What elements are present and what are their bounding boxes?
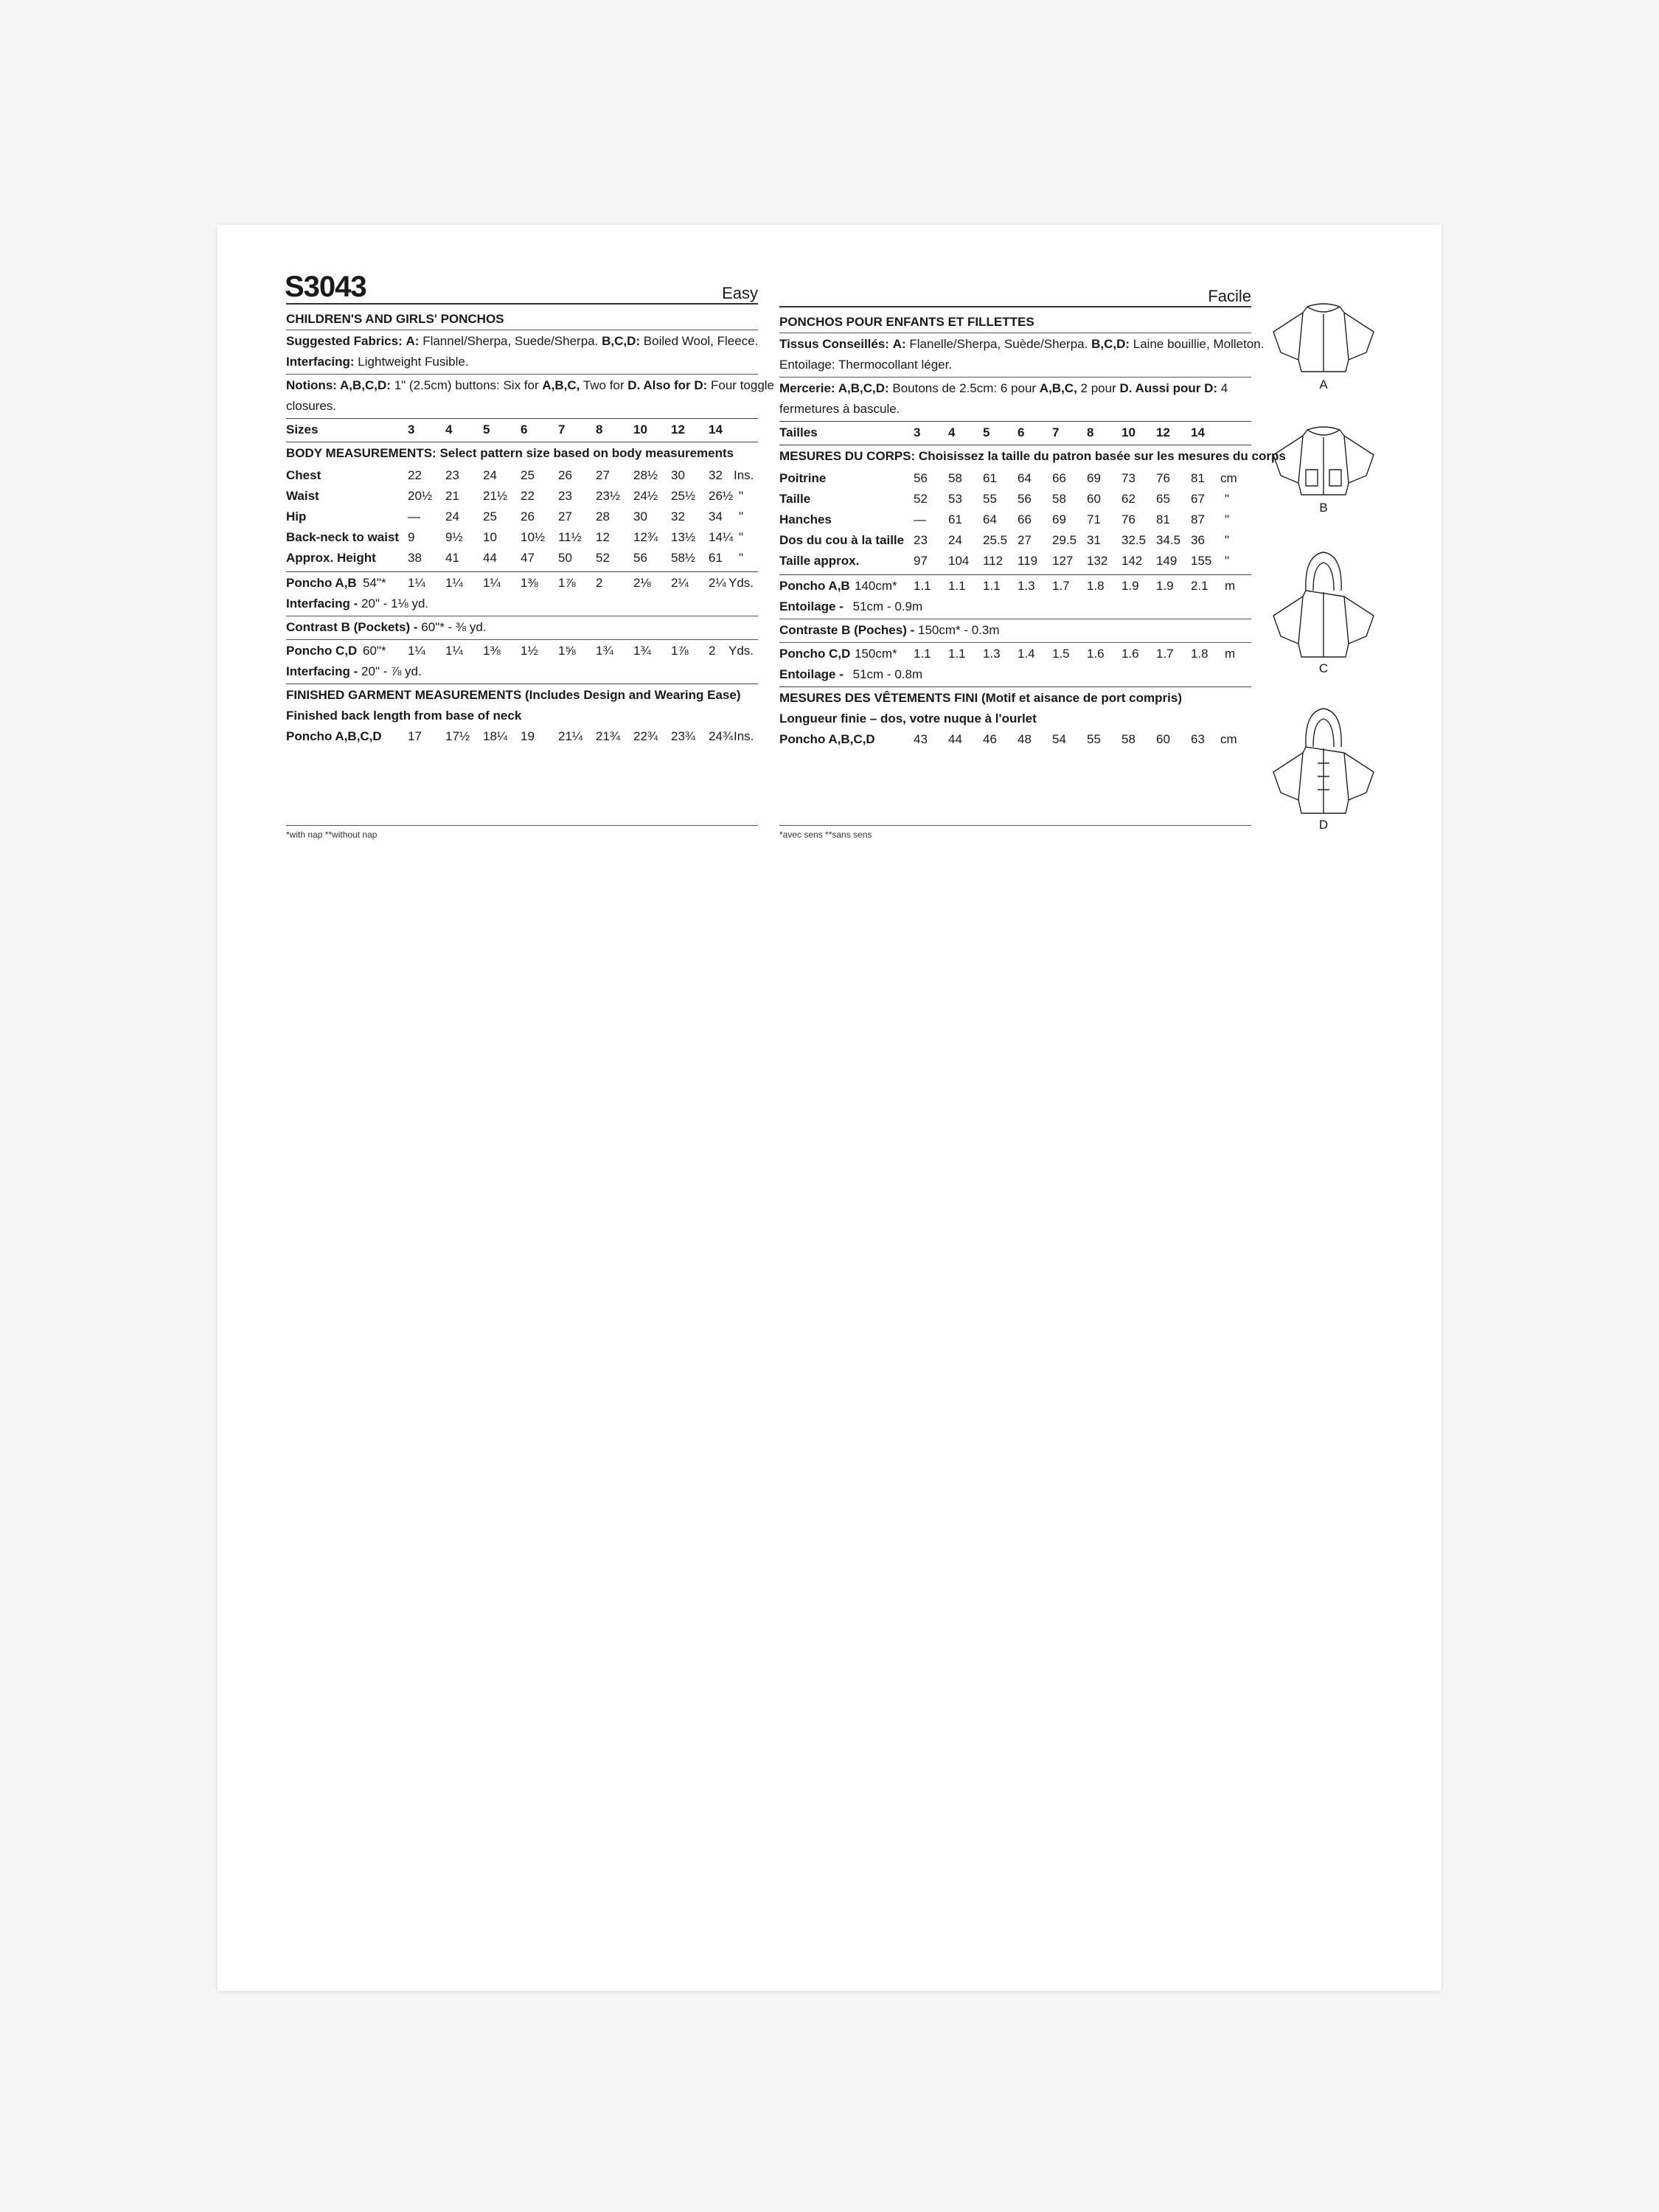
finished-row: Poncho A,B,C,D 17 17½ 18¼ 19 21¼ 21¾ 22¾ 23¾ 24¾ Ins. xyxy=(286,729,754,743)
table-row: Poitrine 56 58 61 64 66 69 73 76 81 cm xyxy=(779,471,1237,485)
suggested-fabrics: Tissus Conseillés: A: Flanelle/Sherpa, Suède/Sherpa. B,C,D: Laine bouillie, Molleton. xyxy=(779,337,1265,351)
view-label: C xyxy=(1318,661,1329,675)
finished-heading: FINISHED GARMENT MEASUREMENTS (Includes Design and Wearing Ease) xyxy=(286,688,741,702)
poncho-c-hooded-sketch-icon xyxy=(1272,549,1375,660)
body-measurements-heading: BODY MEASUREMENTS: Select pattern size based on body measurements xyxy=(286,446,734,460)
contrast-b: Contraste B (Poches) - 150cm* - 0.3m xyxy=(779,623,1000,637)
footnote: *avec sens **sans sens xyxy=(779,830,872,840)
difficulty-label: Easy xyxy=(722,284,758,302)
yardage-row-cd: Poncho C,D 150cm* 1.1 1.1 1.3 1.4 1.5 1.6 1.6 1.7 1.8 m xyxy=(779,647,1236,661)
table-row: Approx. Height 38 41 44 47 50 52 56 58½ 61 " xyxy=(286,551,744,565)
notions: Mercerie: A,B,C,D: Boutons de 2.5cm: 6 pour A,B,C, 2 pour D. Aussi pour D: 4 xyxy=(779,381,1228,395)
pattern-envelope-back xyxy=(218,225,1441,1991)
finished-subheading: Finished back length from base of neck xyxy=(286,709,522,723)
notions-cont: closures. xyxy=(286,399,337,413)
table-row: Back-neck to waist 9 9½ 10 10½ 11½ 12 12¾ 13½ 14¼ " xyxy=(286,530,744,544)
poncho-b-sketch-icon xyxy=(1272,418,1375,499)
table-row: Hanches — 61 64 66 69 71 76 81 87 " xyxy=(779,512,1230,526)
interfacing-cd: Interfacing - 20" - ⅞ yd. xyxy=(286,664,422,678)
interfacing-cd: Entoilage - 51cm - 0.8m xyxy=(779,667,923,681)
notions: Notions: A,B,C,D: 1" (2.5cm) buttons: Six for A,B,C, Two for D. Also for D: Four toggle xyxy=(286,378,775,392)
table-row: Chest 22 23 24 25 26 27 28½ 30 32 Ins. xyxy=(286,468,754,482)
finished-subheading: Longueur finie – dos, votre nuque à l'ourlet xyxy=(779,712,1037,726)
view-label: B xyxy=(1319,501,1328,515)
table-row: Hip — 24 25 26 27 28 30 32 34 " xyxy=(286,509,744,524)
notions-cont: fermetures à bascule. xyxy=(779,402,900,416)
pattern-title: CHILDREN'S AND GIRLS' PONCHOS xyxy=(286,312,504,326)
finished-row: Poncho A,B,C,D 43 44 46 48 54 55 58 60 63 cm xyxy=(779,732,1237,746)
finished-heading: MESURES DES VÊTEMENTS FINI (Motif et aisance de port compris) xyxy=(779,691,1182,705)
view-label: A xyxy=(1319,378,1328,392)
poncho-a-sketch-icon xyxy=(1272,295,1375,376)
header-rule xyxy=(286,303,758,305)
interfacing-note: Entoilage: Thermocollant léger. xyxy=(779,358,953,372)
view-a xyxy=(1272,295,1382,392)
view-c xyxy=(1272,549,1382,676)
yardage-row-cd: Poncho C,D 60"* 1¼ 1¼ 1⅜ 1½ 1⅝ 1¾ 1¾ 1⅞ 2 Yds. xyxy=(286,644,754,658)
sizes-row: Sizes 3 4 5 6 7 8 10 12 14 xyxy=(286,422,723,437)
table-row: Taille approx. 97 104 112 119 127 132 142 149 155 " xyxy=(779,554,1230,568)
interfacing-ab: Interfacing - 20" - 1⅛ yd. xyxy=(286,597,429,611)
table-row: Waist 20½ 21 21½ 22 23 23½ 24½ 25½ 26½ " xyxy=(286,489,744,503)
footnote: *with nap **without nap xyxy=(286,830,378,840)
contrast-b: Contrast B (Pockets) - 60"* - ⅜ yd. xyxy=(286,620,487,634)
pattern-number: S3043 xyxy=(285,271,366,303)
yardage-row-ab: Poncho A,B 54"* 1¼ 1¼ 1¼ 1⅜ 1⅞ 2 2⅛ 2¼ 2¼ Yds. xyxy=(286,576,754,590)
poncho-d-hooded-sketch-icon xyxy=(1272,706,1375,816)
table-row: Dos du cou à la taille 23 24 25.5 27 29.5 31 32.5 34.5 36 " xyxy=(779,533,1230,547)
interfacing-note: Interfacing: Lightweight Fusible. xyxy=(286,355,469,369)
body-measurements-heading: MESURES DU CORPS: Choisissez la taille du patron basée sur les mesures du corps xyxy=(779,449,1286,463)
suggested-fabrics: Suggested Fabrics: A: Flannel/Sherpa, Suede/Sherpa. B,C,D: Boiled Wool, Fleece. xyxy=(286,334,759,348)
view-b xyxy=(1272,418,1382,515)
header-rule xyxy=(779,306,1251,307)
sizes-row: Tailles 3 4 5 6 7 8 10 12 14 xyxy=(779,425,1205,439)
pattern-title: PONCHOS POUR ENFANTS ET FILLETTES xyxy=(779,315,1034,329)
interfacing-ab: Entoilage - 51cm - 0.9m xyxy=(779,599,923,613)
view-d xyxy=(1272,706,1382,832)
table-row: Taille 52 53 55 56 58 60 62 65 67 " xyxy=(779,492,1230,506)
yardage-row-ab: Poncho A,B 140cm* 1.1 1.1 1.1 1.3 1.7 1.8 1.9 1.9 2.1 m xyxy=(779,579,1236,593)
view-label: D xyxy=(1318,818,1329,832)
difficulty-label: Facile xyxy=(1208,287,1251,305)
